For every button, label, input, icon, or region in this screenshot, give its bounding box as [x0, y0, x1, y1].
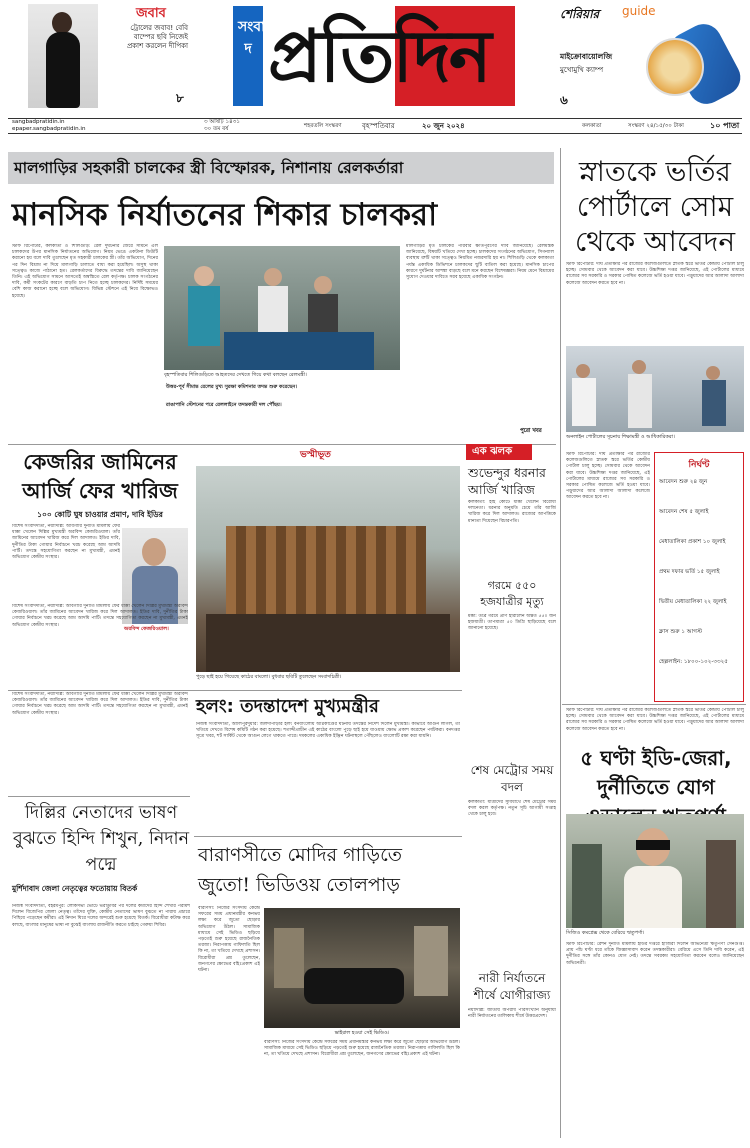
edition: শহরতলি সংস্করণ [304, 123, 342, 129]
schedule-box [654, 452, 744, 702]
ek-jhalak-tag: এক ঝলক [472, 446, 513, 457]
left-teaser[interactable] [8, 4, 188, 108]
schedule-item: দ্বিতীয় মেধাতালিকা ২২ জুলাই [659, 599, 727, 605]
rituparna-headline[interactable]: ৫ ঘণ্টা ইডি-জেরা, দুর্নীতিতে যোগ [580, 746, 732, 799]
jhalak-4-body: নয়াদিল্লি: জাতীয় অপরাধ পরিসংখ্যান অনুযায়ী নারী নির্যাতনের তালিকায় শীর্ষে উত্তরপ্রদেশ। [468, 1008, 556, 1020]
mamata-body: নিজস্ব সংবাদদাতা, আলিপুরদুয়ার: জলদাপাড়ার হলং বনবাংলোয় অগ্নিকাণ্ডের ঘটনায় তদন্তের নির্দেশ দিলেন মুখ্যমন্ত্রী। কীভাবে আগুন লাগল, তা খতিয়ে দেখতে বিশেষ কমিটি গঠন করা হয়েছে। শতাব্দীপ্রাচীন এই কাঠের বাংলো পুড়ে ছাই হয়ে যাওয়ায় ক্ষোভ প্রকাশ করেছেন পর্যটকরা। বনদপ্তর সূত্রে খবর, শর্ট সার্কিট থেকে আগুন লেগে থাকতে পারে। দমকলের একাধিক ইঞ্জিন ঘটনাস্থলে পৌঁছলেও বাংলোটি রক্ষা করা যায়নি। [196, 722, 460, 740]
rituparna-photo [566, 814, 744, 928]
schedule-title: নির্ঘণ্ট [688, 460, 710, 470]
varanasi-body-b: বারাণসী: নিজের সংসদীয় কেন্দ্রে সফরের সময় প্রধানমন্ত্রীর কনভয় লক্ষ্য করে জুতো ছোড়ার অভিযোগ উঠল। সামাজিক মাধ্যমে সেই ভিডিও ছড়িয়ে পড়তেই শুরু হয়েছে রাজনৈতিক তরজা। নিরাপত্তায় গাফিলতি ছিল কি না, তা খতিয়ে দেখছে প্রশাসন। বিরোধীরা প্রশ্ন তুলেছেন, জনগণের ক্ষোভের বহিঃপ্রকাশ এই ঘটনা। [264, 1040, 460, 1058]
place: কলকাতা [582, 123, 602, 129]
jhalak-3-body: কলকাতা: যাত্রীদের সুবিধার্থে শেষ মেট্রোর সময় বদল করল কর্তৃপক্ষ। নতুন সূচি আগামী সপ্তাহ থেকে চালু হবে। [468, 800, 556, 818]
fire-label: ভস্মীভূত [300, 450, 331, 460]
lead-note-2: রাঙাপানি স্টেশনের পরে রেললাইনে তদন্তকারী দল পৌঁছয়। [166, 402, 282, 408]
schedule-item: মেধাতালিকা প্রকাশ ১০ জুলাই [659, 539, 726, 545]
kejriwal-body-b: বিশেষ সংবাদদাতা, নয়াদিল্লি: আবগারি দুর্নীতি মামলায় ফের ধাক্কা খেলেন দিল্লির মুখ্যমন্ত্রী অরবিন্দ কেজরিওয়াল। তাঁর জামিনের আবেদন খারিজ করে দিল আদালত। ইডির দাবি, দুর্নীতির টাকা গোয়ার নির্বাচনে খরচ করেছে আম আদমি পার্টি। তদন্তে সহযোগিতা করছেন না মুখ্যমন্ত্রী, এমনই অভিযোগ কেন্দ্রীয় সংস্থার। [12, 604, 188, 628]
varanasi-headline[interactable]: বারাণসীতে মোদির গাড়িতে জুতো! ভিডিওয় তোলপাড় [198, 844, 402, 896]
teaser-photo-left [28, 4, 98, 108]
fire-caption: পুড়ে ছাই হয়ে গিয়েছে কাঠের বাংলো। বুধবার ছবিটি তুলেছেন সংবাদচিত্রী। [196, 674, 342, 680]
right-top-photo [566, 346, 744, 432]
divider-mamata-top [8, 690, 462, 691]
jhalak-1-head[interactable]: শুভেন্দুর ধরনার আর্জি খারিজ [468, 465, 546, 497]
page-count: ১০ পাতা [710, 121, 740, 130]
kejriwal-sub: ১০০ কোটি ঘুষ চাওয়ার প্রমাণ, দাবি ইডির [37, 510, 163, 519]
varanasi-photo [264, 908, 460, 1028]
lead-byline[interactable]: পুরো খবর [520, 428, 542, 434]
kejriwal-headline[interactable]: কেজরির জামিনের আর্জি ফের খারিজ [22, 450, 178, 503]
schedule-item: আবেদন শুরু ২৪ জুন [659, 479, 708, 485]
schedule-outro: স্টাফ রিপোর্টার: দীর্ঘ প্রতীক্ষার পর রাজ্যের কলেজগুলিতে স্নাতক স্তরে ভর্তির কেন্দ্রীয় পোর্টাল চালু হচ্ছে। সোমবার থেকে আবেদন করা যাবে। উচ্চশিক্ষা দপ্তর জানিয়েছে, এই পোর্টালের মাধ্যমে রাজ্যের সব সরকারি ও সরকার পোষিত কলেজে ভর্তি হওয়া যাবে। পড়ুয়াদের আর আলাদা আলাদা কলেজে আবেদন করতে হবে না। [566, 708, 744, 732]
price: সংস্করণ ২৪/১৫/৩০ টাকা [628, 123, 684, 129]
lead-note-1: উত্তর-পূর্ব সীমান্ত রেলের মুখ্য সুরক্ষা কমিশনার তদন্ত শুরু করেছেন। [166, 384, 298, 390]
schedule-intro: স্টাফ রিপোর্টার: দীর্ঘ প্রতীক্ষার পর রাজ্যের কলেজগুলিতে স্নাতক স্তরে ভর্তির কেন্দ্রীয় পোর্টাল চালু হচ্ছে। সোমবার থেকে আবেদন করা যাবে। উচ্চশিক্ষা দপ্তর জানিয়েছে, এই পোর্টালের মাধ্যমে রাজ্যের সব সরকারি ও সরকার পোষিত কলেজে ভর্তি হওয়া যাবে। পড়ুয়াদের আর আলাদা আলাদা কলেজে আবেদন করতে হবে না। [566, 452, 650, 501]
right-teaser[interactable] [560, 4, 744, 108]
schedule-item[interactable]: হেল্পলাইন: ১৮০০-১০২-৩৩২৫ [659, 659, 728, 665]
delhi-sub: মুর্শিদাবাদ জেলা নেতৃত্বের ফতোয়ায় বিতর্ক [12, 884, 138, 893]
lead-kicker[interactable]: মালগাড়ির সহকারী চালকের স্ত্রী বিস্ফোরক, নিশানায় রেলকর্তারা [14, 159, 404, 177]
lead-body-right: মালগাড়ির মৃত চালকের পরিবার ক্ষতিপূরণের দাবি জানিয়েছে। রেলমন্ত্রক জানিয়েছে, বিষয়টি খতিয়ে দেখা হচ্ছে। চালকদের সংগঠনের অভিযোগ, সিগন্যাল ব্যবস্থায় ত্রুটি থাকা সত্ত্বেও নিয়মিত নজরদারি হয় না। শিলিগুড়ি থেকে কলকাতা পর্যন্ত একাধিক ডিভিশনে চালকদের ছুটি বাতিল করা হয়েছে। মানসিক চাপের কারণে দুর্ঘটনার আশঙ্কা বাড়ছে বলে মনে করছেন বিশেষজ্ঞরা। নিয়ম মেনে বিশ্রামের সুযোগ দেওয়ার দাবিতে সরব হয়েছে একাধিক সংগঠন। [406, 244, 554, 281]
divider-delhi-top [8, 796, 190, 797]
varanasi-caption: ভাইরাল হওয়া সেই ভিডিও। [334, 1030, 390, 1036]
right-top-body: স্টাফ রিপোর্টার: দীর্ঘ প্রতীক্ষার পর রাজ্যের কলেজগুলিতে স্নাতক স্তরে ভর্তির কেন্দ্রীয় পোর্টাল চালু হচ্ছে। সোমবার থেকে আবেদন করা যাবে। উচ্চশিক্ষা দপ্তর জানিয়েছে, এই পোর্টালের মাধ্যমে রাজ্যের সব সরকারি ও সরকার পোষিত কলেজে ভর্তি হওয়া যাবে। পড়ুয়াদের আর আলাদা আলাদা কলেজে আবেদন করতে হবে না। [566, 262, 744, 286]
kejriwal-body-a: বিশেষ সংবাদদাতা, নয়াদিল্লি: আবগারি দুর্নীতি মামলায় ফের ধাক্কা খেলেন দিল্লির মুখ্যমন্ত্রী অরবিন্দ কেজরিওয়াল। তাঁর জামিনের আবেদন খারিজ করে দিল আদালত। ইডির দাবি, দুর্নীতির টাকা গোয়ার নির্বাচনে খরচ করেছে আম আদমি পার্টি। তদন্তে সহযোগিতা করছেন না মুখ্যমন্ত্রী, এমনই অভিযোগ কেন্দ্রীয় সংস্থার। [12, 524, 120, 561]
site-url[interactable]: sangbadpratidin.in epaper.sangbadpratidin.in [12, 119, 86, 132]
jhalak-2-head[interactable]: গরমে ৫৫০ হজযাত্রীর মৃত্যু [480, 579, 544, 608]
fire-photo [196, 466, 460, 672]
bengali-date: ৩ আষাঢ় ১৪৩১ ৩০ তম বর্ষ [204, 119, 240, 132]
schedule-item: ক্লাস শুরু ১ আগস্ট [659, 629, 703, 635]
lead-headline[interactable]: মানসিক নির্যাতনের শিকার চালকরা [12, 197, 438, 233]
teaser-tag-left: জবাব [136, 6, 166, 21]
title-pre: সংবাদ [238, 19, 266, 57]
masthead [0, 0, 750, 132]
masthead-title[interactable]: প্রতিদিন [268, 14, 490, 98]
brand-a: শেরিয়ার [560, 7, 600, 21]
schedule-item: আবেদন শেষ ৫ জুলাই [659, 509, 709, 515]
weekday: বৃহস্পতিবার [362, 122, 395, 130]
jhalak-3-head[interactable]: শেষ মেট্রোর সময় বদল [470, 763, 554, 794]
jhalak-4-head[interactable]: নারী নির্যাতনে শীর্ষে যোগীরাজ্য [473, 971, 551, 1002]
lead-photo [164, 246, 400, 370]
lead-photo-caption: বৃহস্পতিবার শিলিগুড়িতে আহতদের দেখতে গিয়ে কথা বলছেন রেলমন্ত্রী। [164, 372, 307, 378]
column-divider [560, 148, 561, 1138]
varanasi-body-a: বারাণসী: নিজের সংসদীয় কেন্দ্রে সফরের সময় প্রধানমন্ত্রীর কনভয় লক্ষ্য করে জুতো ছোড়ার অভিযোগ উঠল। সামাজিক মাধ্যমে সেই ভিডিও ছড়িয়ে পড়তেই শুরু হয়েছে রাজনৈতিক তরজা। নিরাপত্তায় গাফিলতি ছিল কি না, তা খতিয়ে দেখছে প্রশাসন। বিরোধীরা প্রশ্ন তুলেছেন, জনগণের ক্ষোভের বহিঃপ্রকাশ এই ঘটনা। [198, 906, 260, 974]
teaser-sub-right: মুখোমুখি ক্যাম্প [560, 66, 604, 74]
right-top-headline[interactable]: স্নাতকে ভর্তির পোর্টালে সোম থেকে আবেদন [574, 155, 736, 258]
teaser-text-left: ট্রোলের জবাব! বেবি বাম্পের ছবি নিজেই প্রকাশ করলেন দীপিকা [126, 24, 188, 50]
divider-ritu-top [562, 704, 746, 705]
jhalak-1-body: কলকাতা: হাই কোর্টে ধাক্কা খেলেন বিরোধী দলনেতা। ধরনার অনুমতি চেয়ে তাঁর আর্জি খারিজ করে দিল আদালত। রাজ্যের আপত্তিকে মান্যতা দিয়েছেন বিচারপতি। [468, 500, 556, 524]
rituparna-body: স্টাফ রিপোর্টার: রেশন দুর্নীতি মামলায় ইডির দপ্তরে হাজিরা দিলেন অভিনেত্রী ঋতুপর্ণা সেনগুপ্ত। প্রায় পাঁচ ঘণ্টা ধরে তাঁকে জিজ্ঞাসাবাদ করেন তদন্তকারীরা। বেরিয়ে এসে তিনি দাবি করেন, এই দুর্নীতির সঙ্গে তাঁর কোনও যোগ নেই। তদন্তে সবরকম সহযোগিতা করবেন বলেও জানিয়েছেন অভিনেত্রী। [566, 942, 744, 966]
dateline-bar [8, 118, 742, 134]
teaser-topic-right: মাইক্রোবায়োলজি [560, 52, 613, 61]
petri-dish-icon [644, 18, 734, 104]
delhi-body: নিজস্ব সংবাদদাতা, বহরমপুর: লোকসভা ভোটে ভরাডুবির পর দলের কর্মীদের হিন্দি শেখার পরামর্শ দিলেন বিজেপির জেলা নেতৃত্ব। তাঁদের যুক্তি, কেন্দ্রীয় নেতাদের ভাষণ বুঝতে না পারায় প্রচারে পিছিয়ে পড়েছেন কর্মীরা। এই নিদান ঘিরে দলের অন্দরেই শুরু হয়েছে বিতর্ক। বিরোধীরা কটাক্ষ করে বলছে, বাংলার মানুষের ভাষা না বুঝেই বাংলায় রাজনীতি করতে চাইছে গেরুয়া শিবির। [12, 904, 190, 928]
schedule-item: প্রথম দফার ভর্তি ১৫ জুলাই [659, 569, 720, 575]
teaser-page-left: ৮ [176, 91, 184, 105]
lead-body-left: স্টাফ রিপোর্টার, কলকাতা ও শিলিগুড়ি: রেল দুর্ঘটনার জেরে সামনে এল চালকদের উপর মানসিক নির্যাতনের অভিযোগ। নিয়ম ভেঙে একটানা ডিউটি করানো হয় বলে দাবি তুলেছেন মৃত সহকারী চালকের স্ত্রী। তাঁর অভিযোগ, দিনের পর দিন বিশ্রাম না দিয়ে মালগাড়ি চালাতে বাধ্য করা হয়েছিল। অসুস্থ থাকা সত্ত্বেও কাজে পাঠানো হত। রেলকর্তাদের বিরুদ্ধে তদন্তের দাবি জানিয়েছেন তিনি। এই অভিযোগ সামনে আসতেই অস্বস্তিতে রেল কর্তৃপক্ষ। চালক সংগঠনের দাবি, কর্মী সংকটের কারণে বাড়তি চাপ নিতে হচ্ছে চালকদের। নির্দিষ্ট সময়ের বেশি কাজ করানো হচ্ছে বলে অভিযোগ। বিভিন্ন স্টেশনে এই নিয়ে বিক্ষোভও হয়েছে। [12, 244, 158, 299]
delhi-headline[interactable]: দিল্লির নেতাদের ভাষণ বুঝতে হিন্দি শিখুন, নিদান পদ্মে [12, 803, 190, 875]
jhalak-2-body: মক্কা: তীব্র গরমে প্রাণ হারালেন অন্তত ৫৫০ জন হজযাত্রী। তাপমাত্রা ৫০ ডিগ্রি ছাড়িয়েছে বলে জানানো হয়েছে। [468, 614, 556, 632]
kejriwal-caption: অরবিন্দ কেজরিওয়াল। [124, 626, 169, 632]
mamata-headline[interactable]: হলং: তদন্তাদেশ মুখ্যমন্ত্রীর [196, 696, 379, 717]
brand-b: guide [622, 4, 656, 18]
rituparna-caption: সিজিও কমপ্লেক্স থেকে বেরিয়ে ঋতুপর্ণা। [566, 930, 645, 936]
kejriwal-body-c: বিশেষ সংবাদদাতা, নয়াদিল্লি: আবগারি দুর্নীতি মামলায় ফের ধাক্কা খেলেন দিল্লির মুখ্যমন্ত্রী অরবিন্দ কেজরিওয়াল। তাঁর জামিনের আবেদন খারিজ করে দিল আদালত। ইডির দাবি, দুর্নীতির টাকা গোয়ার নির্বাচনে খরচ করেছে আম আদমি পার্টি। তদন্তে সহযোগিতা করছেন না মুখ্যমন্ত্রী, এমনই অভিযোগ কেন্দ্রীয় সংস্থার। [12, 692, 188, 716]
right-top-caption: অনলাইন পোর্টালের সূচনায় শিক্ষামন্ত্রী ও আধিকারিকরা। [566, 434, 675, 440]
divider-varanasi-top [194, 836, 462, 837]
teaser-page-right: ৬ [560, 93, 568, 107]
issue-date: ২০ জুন ২০২৪ [422, 122, 465, 130]
